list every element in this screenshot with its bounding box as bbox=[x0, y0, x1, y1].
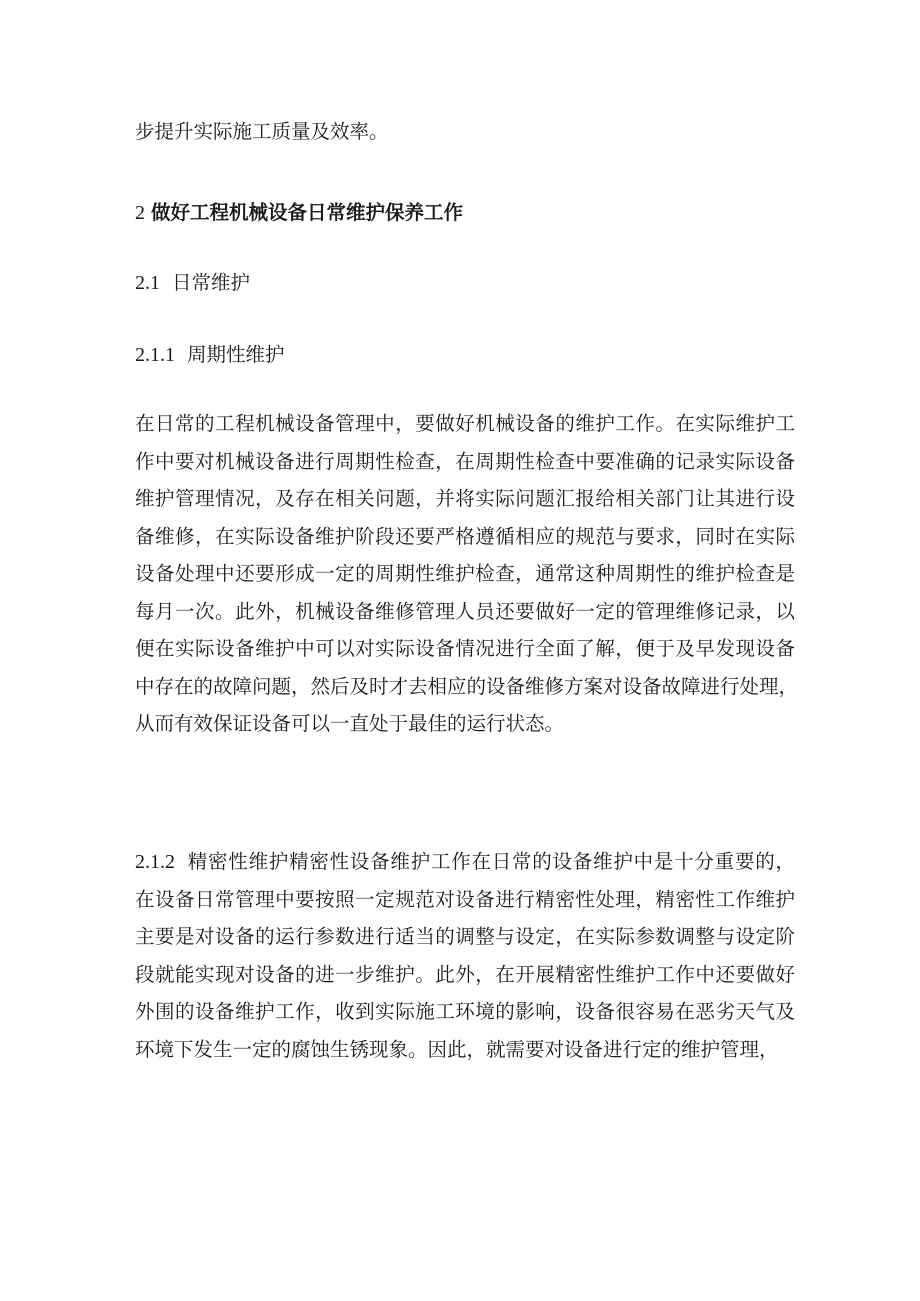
text-line bbox=[135, 843, 795, 881]
text-line: 主要是对设备的运行参数进行适当的调整与设定，在实际参数调整与设定阶 bbox=[135, 925, 795, 948]
text-line: 在日常的工程机械设备管理中，要做好机械设备的维护工作。在实际维护工 bbox=[135, 412, 795, 435]
subsection-title: 日常维护 bbox=[172, 271, 251, 294]
paragraph-precision-maintenance bbox=[135, 843, 795, 1068]
text-line: 在设备日常管理中要按照一定规范对设备进行精密性处理，精密性工作维护 bbox=[135, 887, 795, 911]
section-title: 做好工程机械设备日常维护保养工作 bbox=[151, 201, 464, 224]
text-line: 作中要对机械设备进行周期性检查，在周期性检查中要准确的记录实际设备 bbox=[135, 449, 795, 473]
paragraph-periodic-maintenance bbox=[135, 405, 799, 743]
text-line: 备维修，在实际设备维护阶段还要严格遵循相应的规范与要求，同时在实际 bbox=[135, 524, 795, 548]
subsubsection-heading bbox=[135, 338, 795, 372]
section-heading bbox=[135, 196, 795, 230]
text-line: 段就能实现对设备的进一步维护。此外，在开展精密性维护工作中还要做好 bbox=[135, 962, 795, 986]
subsubsection-title: 周期性维护 bbox=[187, 343, 285, 366]
subsection-heading bbox=[135, 266, 795, 300]
text-line: 每月一次。此外，机械设备维修管理人员还要做好一定的管理维修记录，以 bbox=[135, 599, 795, 623]
text-line: 步提升实际施工质量及效率。 bbox=[135, 120, 389, 143]
text-line: 维护管理情况，及存在相关问题，并将实际问题汇报给相关部门让其进行设 bbox=[135, 487, 795, 510]
top-fragment-text bbox=[135, 115, 795, 149]
section-number: 2 bbox=[135, 202, 145, 224]
subsubsection-number: 2.1.1 bbox=[135, 344, 175, 366]
text-line: 外围的设备维护工作，收到实际施工环境的影响，设备很容易在恶劣天气及 bbox=[135, 1000, 795, 1023]
text-line: 中存在的故障问题，然后及时才去相应的设备维修方案对设备故障进行处理， bbox=[135, 674, 799, 698]
text-line: 环境下发生一定的腐蚀生锈现象。因此，就需要对设备进行定的维护管理， bbox=[135, 1037, 779, 1061]
text-line: 设备处理中还要形成一定的周期性维护检查，通常这种周期性的维护检查是 bbox=[135, 562, 795, 585]
paragraph-number: 2.1.2 bbox=[135, 851, 175, 873]
text-line: 从而有效保证设备可以一直处于最佳的运行状态。 bbox=[135, 712, 565, 735]
paragraph-first-line: 精密性维护精密性设备维护工作在日常的设备维护中是十分重要的， bbox=[187, 850, 795, 873]
text-line: 便在实际设备维护中可以对实际设备情况进行全面了解，便于及早发现设备 bbox=[135, 637, 795, 660]
subsection-number: 2.1 bbox=[135, 272, 160, 294]
